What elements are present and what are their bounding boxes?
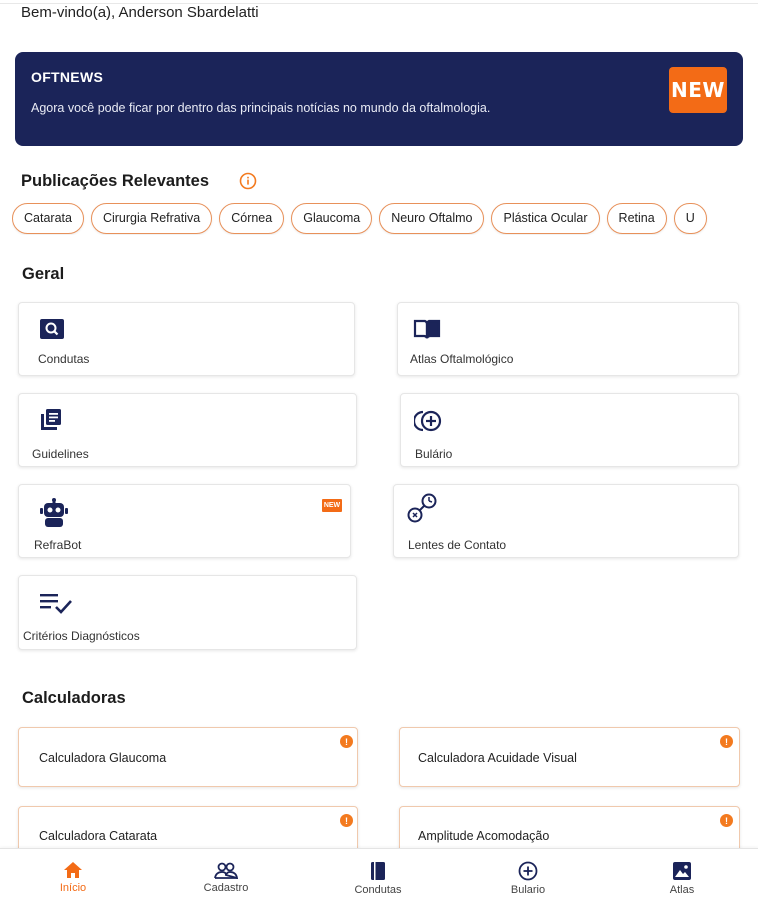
banner-title: OFTNEWS xyxy=(31,69,104,85)
nav-label: Condutas xyxy=(354,884,402,896)
calc-label: Calculadora Acuidade Visual xyxy=(418,751,577,765)
card-criterios-diagnosticos[interactable] xyxy=(18,575,357,650)
new-badge: NEW xyxy=(322,499,342,512)
checklist-icon xyxy=(39,592,73,614)
calc-acuidade-visual[interactable] xyxy=(399,727,740,787)
oftnews-banner[interactable] xyxy=(15,52,743,146)
calc-label: Amplitude Acomodação xyxy=(418,829,550,843)
publicacoes-title: Publicações Relevantes xyxy=(21,172,210,190)
chip-cornea[interactable]: Córnea xyxy=(219,203,284,234)
home-icon xyxy=(63,861,83,879)
robot-icon xyxy=(39,498,69,528)
book-icon xyxy=(369,861,387,881)
nav-atlas[interactable] xyxy=(662,849,702,900)
info-icon[interactable]: ! xyxy=(720,735,733,748)
card-atlas-oftalmologico[interactable] xyxy=(397,302,739,376)
card-guidelines[interactable] xyxy=(18,393,357,467)
nav-cadastro[interactable] xyxy=(196,849,256,900)
people-icon xyxy=(214,861,238,879)
info-icon[interactable]: ! xyxy=(720,814,733,827)
calculadoras-title: Calculadoras xyxy=(22,689,126,707)
nav-label: Cadastro xyxy=(203,882,249,894)
calc-glaucoma[interactable] xyxy=(18,727,358,787)
nav-label: Bulario xyxy=(510,884,546,896)
search-book-icon xyxy=(39,318,65,340)
card-condutas[interactable] xyxy=(18,302,355,376)
pill-add-icon xyxy=(414,408,444,434)
chip-plastica-ocular[interactable]: Plástica Ocular xyxy=(491,203,599,234)
calc-label: Calculadora Glaucoma xyxy=(39,751,167,765)
plus-circle-icon xyxy=(518,861,538,881)
book-open-icon xyxy=(413,318,441,340)
card-label: RefraBot xyxy=(34,538,82,552)
info-icon[interactable]: ! xyxy=(340,735,353,748)
chip-cirurgia-refrativa[interactable]: Cirurgia Refrativa xyxy=(91,203,212,234)
card-bulario[interactable] xyxy=(400,393,739,467)
new-badge: NEW xyxy=(669,67,727,113)
card-label: Critérios Diagnósticos xyxy=(23,629,140,643)
nav-condutas[interactable] xyxy=(348,849,408,900)
card-label: Condutas xyxy=(38,352,90,366)
library-icon xyxy=(39,408,63,432)
banner-text: Agora você pode ficar por dentro das principais notícias no mundo da oftalmologia. xyxy=(31,101,491,115)
geral-title: Geral xyxy=(22,265,65,283)
image-icon xyxy=(672,861,692,881)
card-label: Guidelines xyxy=(32,447,89,461)
card-label: Bulário xyxy=(415,447,453,461)
chip-glaucoma[interactable]: Glaucoma xyxy=(291,203,372,234)
calc-label: Calculadora Catarata xyxy=(39,829,158,843)
nav-label: Atlas xyxy=(669,884,695,896)
info-icon[interactable]: ! xyxy=(340,814,353,827)
card-label: Lentes de Contato xyxy=(408,538,507,552)
nav-inicio[interactable] xyxy=(50,849,96,900)
card-refrabot[interactable] xyxy=(18,484,351,558)
nav-label: Início xyxy=(59,882,87,894)
chip-catarata[interactable]: Catarata xyxy=(12,203,84,234)
nav-bulario[interactable] xyxy=(503,849,553,900)
bottom-nav xyxy=(0,848,758,900)
contact-lens-icon xyxy=(406,492,440,524)
welcome-text: Bem-vindo(a), Anderson Sbardelatti xyxy=(21,4,259,21)
category-chips xyxy=(12,203,758,235)
card-lentes-de-contato[interactable] xyxy=(393,484,739,558)
info-icon[interactable] xyxy=(239,172,257,190)
chip-retina[interactable]: Retina xyxy=(607,203,667,234)
card-label: Atlas Oftalmológico xyxy=(410,352,514,366)
chip-u[interactable]: U xyxy=(674,203,707,234)
chip-neuro-oftalmo[interactable]: Neuro Oftalmo xyxy=(379,203,484,234)
